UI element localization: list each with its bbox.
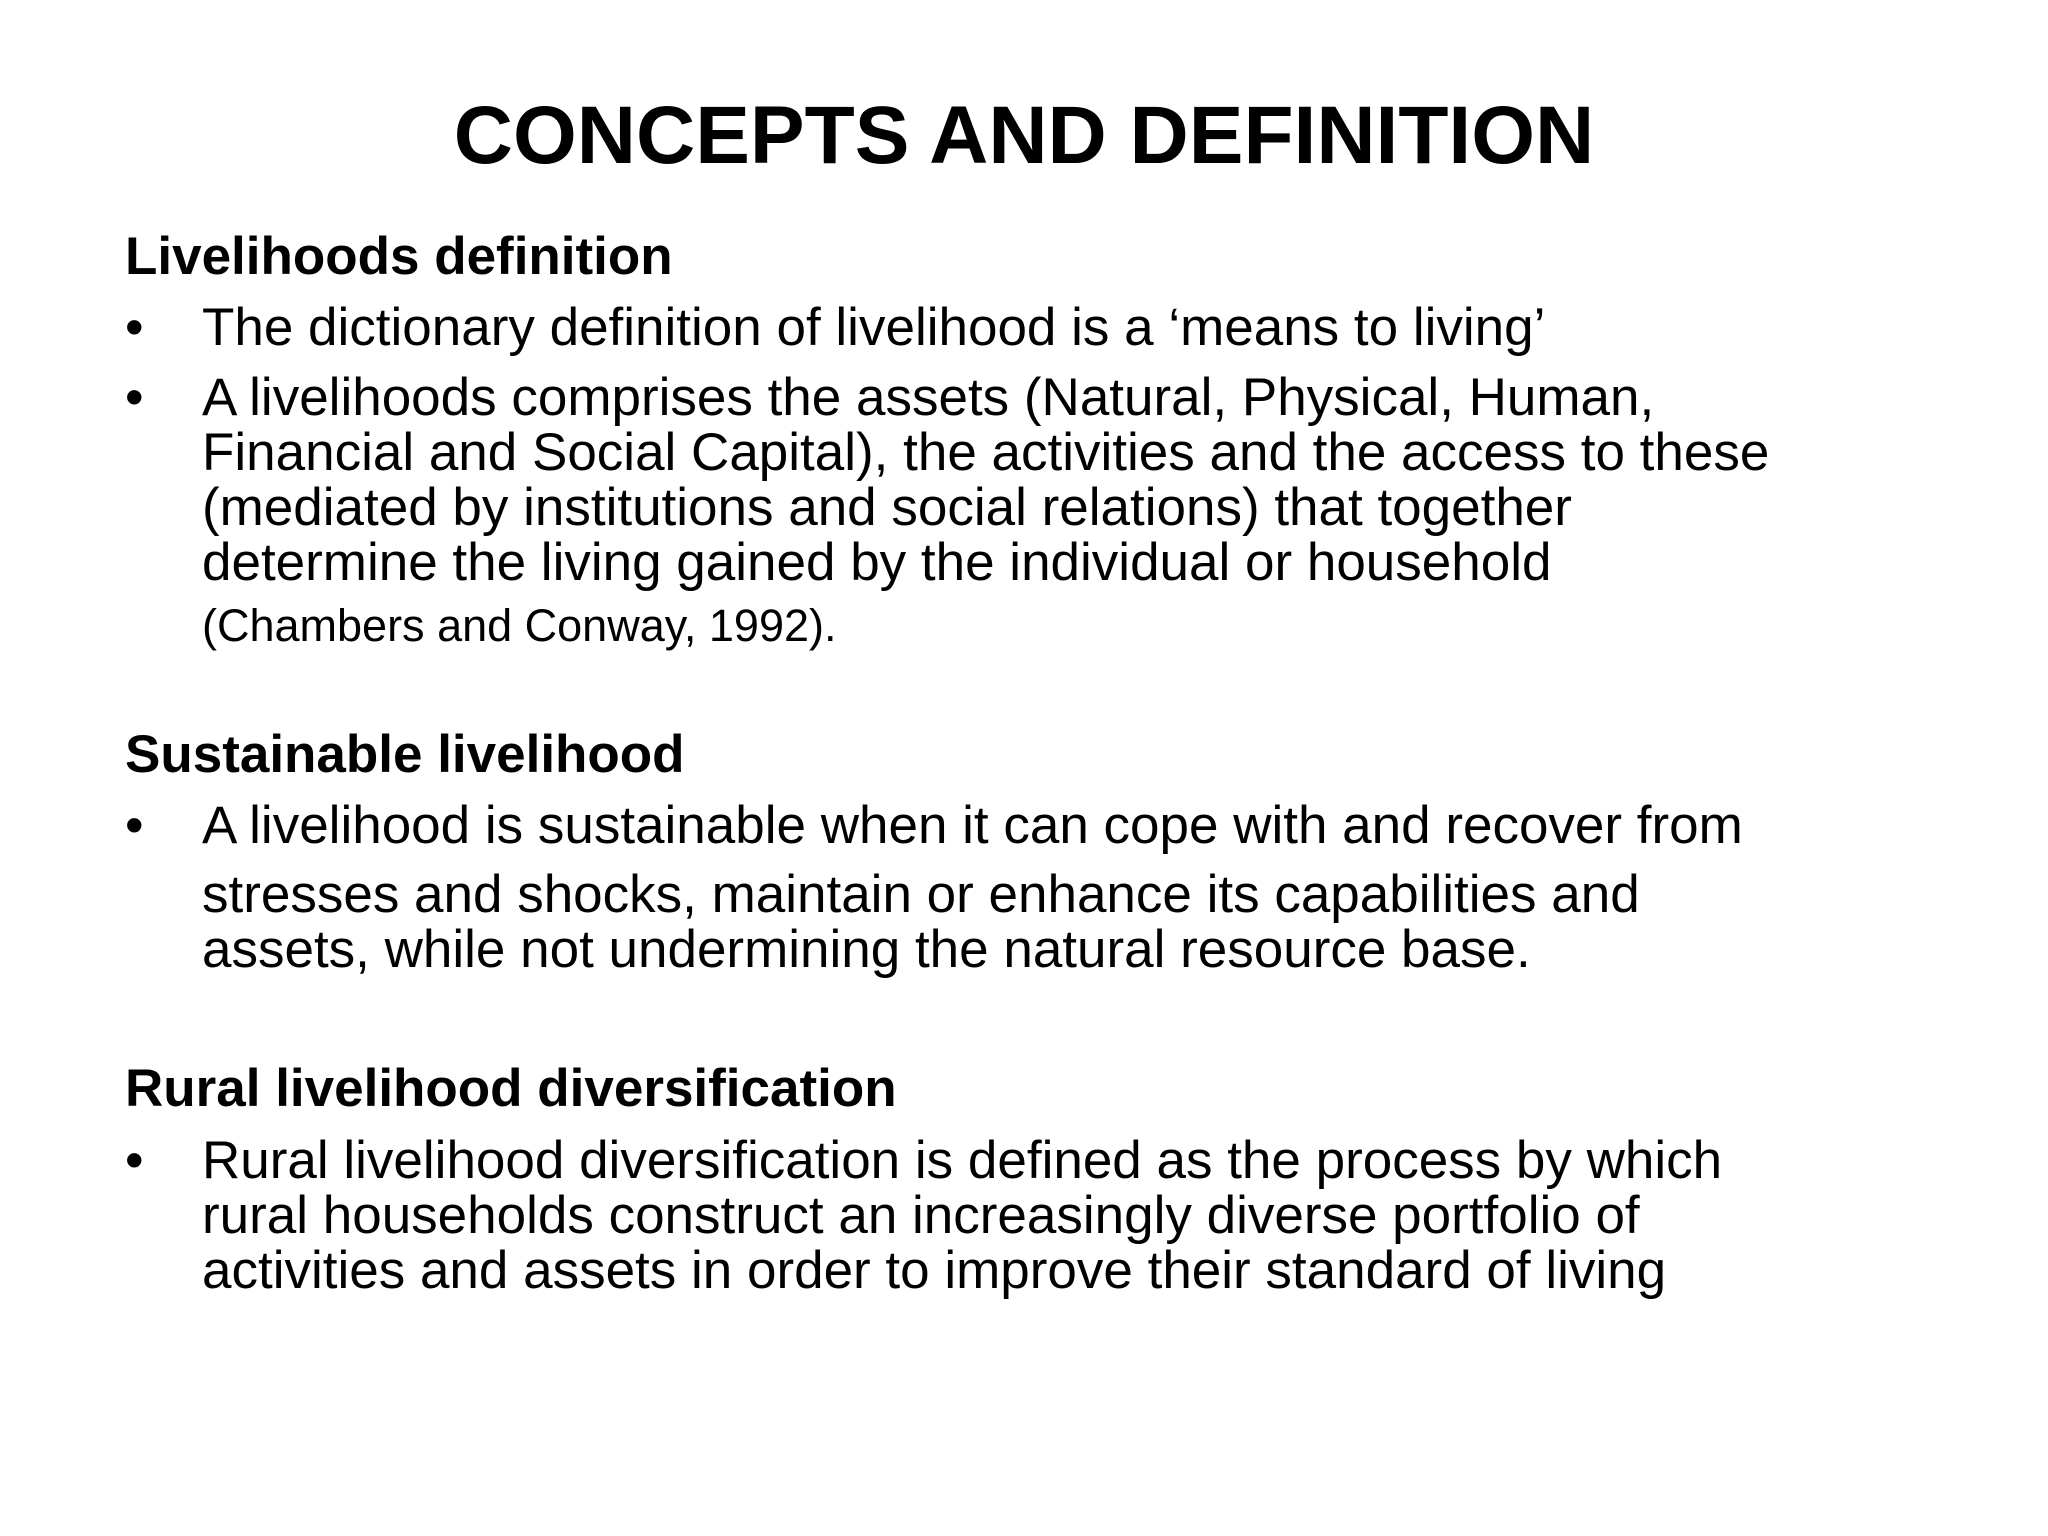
bullet-line: The dictionary definition of livelihood is a ‘means to living’ (202, 298, 1546, 357)
section-heading-livelihoods-definition: Livelihoods definition (125, 227, 673, 286)
bullet-line: stresses and shocks, maintain or enhance its capabilities and (202, 865, 1640, 924)
bullet-line: A livelihoods comprises the assets (Natural, Physical, Human, (202, 368, 1655, 427)
bullet-text (202, 300, 2002, 355)
bullet-icon: • (125, 368, 144, 427)
slide-title: CONCEPTS AND DEFINITION (453, 90, 1595, 181)
bullet-line: Financial and Social Capital), the activities and the access to these (202, 423, 1770, 482)
section-heading-sustainable-livelihood: Sustainable livelihood (125, 725, 685, 784)
bullet-line: A livelihood is sustainable when it can cope with and recover from (202, 796, 1743, 855)
bullet-line: rural households construct an increasingly diverse portfolio of (202, 1186, 1640, 1245)
bullet-line: determine the living gained by the individual or household (202, 533, 1552, 592)
bullet-line: (mediated by institutions and social relations) that together (202, 478, 1572, 537)
section-heading-rural-livelihood-diversification: Rural livelihood diversification (125, 1059, 897, 1118)
bullet-text (202, 370, 2002, 590)
bullet-line: activities and assets in order to improve their standard of living (202, 1241, 1667, 1300)
bullet-line: Rural livelihood diversification is defined as the process by which (202, 1131, 1723, 1190)
bullet-icon: • (125, 796, 144, 855)
bullet-icon: • (125, 1131, 144, 1190)
bullet-text (202, 1133, 2002, 1298)
bullet-text (202, 798, 2002, 977)
bullet-icon: • (125, 298, 144, 357)
citation: (Chambers and Conway, 1992). (202, 600, 837, 651)
bullet-line: assets, while not undermining the natural resource base. (202, 920, 1531, 979)
